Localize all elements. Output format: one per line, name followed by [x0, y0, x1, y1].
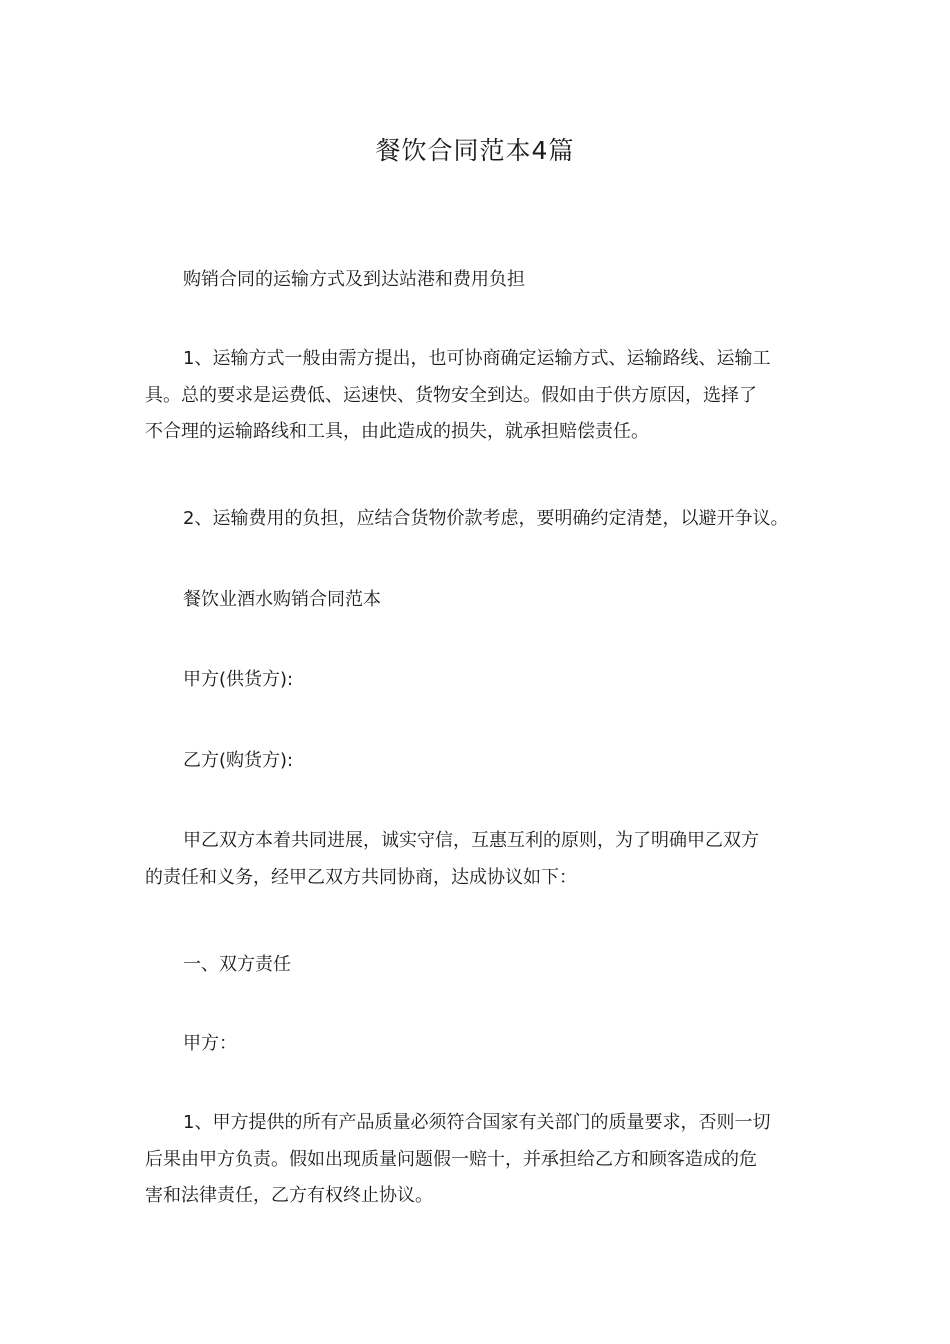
paragraph-party-a-label	[145, 1026, 815, 1063]
paragraph-transport-cost	[145, 501, 815, 538]
paragraph-quality-clause	[145, 1105, 815, 1215]
paragraph-line: 1、运输方式一般由需方提出，也可协商确定运输方式、运输路线、运输工	[183, 348, 771, 369]
paragraph-party-b	[145, 743, 815, 780]
paragraph-line: 餐饮业酒水购销合同范本	[183, 589, 381, 610]
paragraph-line: 购销合同的运输方式及到达站港和费用负担	[183, 269, 525, 290]
paragraph-party-a	[145, 662, 815, 699]
paragraph-line: 甲方(供货方):	[183, 669, 294, 690]
paragraph-line: 甲方：	[183, 1033, 237, 1054]
paragraph-transport-heading	[145, 262, 815, 299]
paragraph-contract-name	[145, 582, 815, 619]
paragraph-line: 的责任和义务，经甲乙双方共同协商，达成协议如下：	[145, 866, 577, 888]
paragraph-line: 后果由甲方负责。假如出现质量问题假一赔十，并承担给乙方和顾客造成的危	[145, 1148, 757, 1170]
paragraph-agreement-intro	[145, 823, 815, 896]
paragraph-line: 1、甲方提供的所有产品质量必须符合国家有关部门的质量要求，否则一切	[183, 1112, 771, 1133]
paragraph-line: 害和法律责任，乙方有权终止协议。	[145, 1185, 433, 1206]
paragraph-section-heading	[145, 947, 815, 984]
paragraph-line: 2、运输费用的负担，应结合货物价款考虑，要明确约定清楚，以避开争议。	[183, 508, 789, 529]
paragraph-line: 具。总的要求是运费低、运速快、货物安全到达。假如由于供方原因，选择了	[145, 384, 757, 406]
paragraph-line: 不合理的运输路线和工具，由此造成的损失，就承担赔偿责任。	[145, 421, 649, 442]
document-title: 餐饮合同范本4篇	[375, 136, 575, 165]
paragraph-line: 甲乙双方本着共同进展，诚实守信，互惠互利的原则，为了明确甲乙双方	[183, 830, 759, 851]
paragraph-line: 一、双方责任	[183, 954, 291, 975]
paragraph-transport-method	[145, 341, 815, 451]
paragraph-line: 乙方(购货方):	[183, 750, 294, 771]
